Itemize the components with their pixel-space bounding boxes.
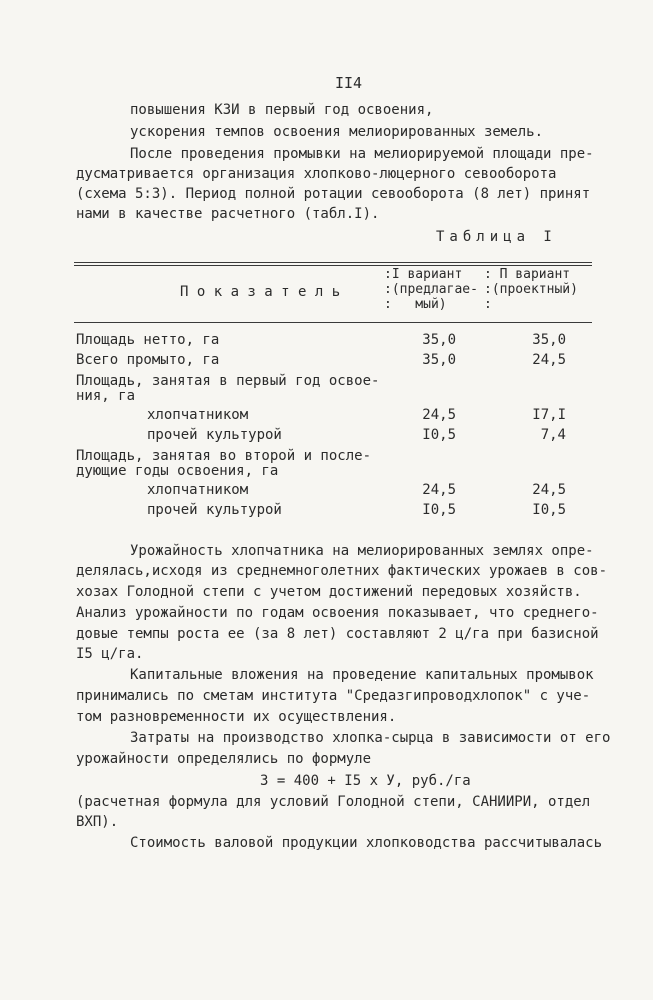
table-row-label: Площадь, занятая во второй и после-	[76, 448, 372, 464]
table-row-label: Площадь, занятая в первый год освое-	[76, 373, 380, 389]
intro-line: нами в качестве расчетного (табл.I).	[76, 206, 380, 222]
table-row-label: Площадь нетто, га	[76, 332, 220, 348]
table-cell-v1: I0,5	[422, 502, 456, 518]
table-header-col2-line: : П вариант	[484, 267, 571, 282]
page-number: II4	[335, 74, 363, 92]
paragraph-line: Стоимость валовой продукции хлопководства рассчитывалась	[130, 835, 603, 851]
paragraph-line: урожайности определялись по формуле	[76, 751, 372, 767]
paragraph-line: ВХП).	[76, 814, 119, 830]
intro-line: ускорения темпов освоения мелиорированных земель.	[130, 124, 544, 140]
table-cell-v2: 35,0	[532, 332, 566, 348]
paragraph-line: том разновременности их осуществления.	[76, 709, 397, 725]
paragraph-line: делялась,исходя из среднемноголетних фактических урожаев в сов-	[76, 563, 608, 579]
table-row-label: дующие годы освоения, га	[76, 463, 279, 479]
table-cell-v2: I0,5	[532, 502, 566, 518]
intro-line: повышения КЗИ в первый год освоения,	[130, 102, 434, 118]
table-row-label: хлопчатником	[147, 482, 249, 498]
table-cell-v2: 7,4	[540, 427, 566, 443]
table-header-indicator: П о к а з а т е л ь	[180, 284, 341, 300]
paragraph-line: хозах Голодной степи с учетом достижений передовых хозяйств.	[76, 584, 582, 600]
table-row-label: хлопчатником	[147, 407, 249, 423]
table-row-label: прочей культурой	[147, 502, 282, 518]
paragraph-line: принимались по сметам института "Средазгипроводхлопок" с уче-	[76, 688, 591, 704]
paragraph-line: Затраты на производство хлопка-сырца в зависимости от его	[130, 730, 611, 746]
paragraph-line: I5 ц/га.	[76, 646, 144, 662]
table-header-col1-line: : мый)	[384, 297, 447, 312]
cost-formula: З = 400 + I5 х У, руб./га	[260, 773, 471, 789]
intro-line: После проведения промывки на мелиорируемой площади пре-	[130, 146, 594, 162]
table-header-col2-line: :(проектный)	[484, 282, 578, 297]
table-cell-v1: 35,0	[422, 352, 456, 368]
table-header-col1-line: :I вариант	[384, 267, 463, 282]
table-cell-v1: 24,5	[422, 482, 456, 498]
table-cell-v1: 24,5	[422, 407, 456, 423]
table-header-col2-line: :	[484, 297, 492, 312]
table-row-label: прочей культурой	[147, 427, 282, 443]
table-title: Таблица I	[436, 229, 557, 245]
table-top-rule-double	[74, 265, 592, 266]
table-cell-v1: 35,0	[422, 332, 456, 348]
paragraph-line: Капитальные вложения на проведение капитальных промывок	[130, 667, 594, 683]
table-row-label: Всего промыто, га	[76, 352, 220, 368]
intro-line: дусматривается организация хлопково-люцерного севооборота	[76, 166, 557, 182]
table-header-col1-line: :(предлагае-	[384, 282, 478, 297]
table-cell-v2: 24,5	[532, 482, 566, 498]
table-header-rule	[74, 322, 592, 323]
table-cell-v1: I0,5	[422, 427, 456, 443]
paragraph-line: Анализ урожайности по годам освоения показывает, что среднего-	[76, 605, 599, 621]
table-cell-v2: 24,5	[532, 352, 566, 368]
table-top-rule	[74, 262, 592, 263]
paragraph-line: Урожайность хлопчатника на мелиорированных землях опре-	[130, 543, 594, 559]
table-row-label: ния, га	[76, 388, 136, 404]
paragraph-line: (расчетная формула для условий Голодной степи, САНИИРИ, отдел	[76, 794, 591, 810]
paragraph-line: довые темпы роста ее (за 8 лет) составляют 2 ц/га при базисной	[76, 626, 599, 642]
intro-line: (схема 5:3). Период полной ротации севооборота (8 лет) принят	[76, 186, 591, 202]
table-cell-v2: I7,I	[532, 407, 566, 423]
